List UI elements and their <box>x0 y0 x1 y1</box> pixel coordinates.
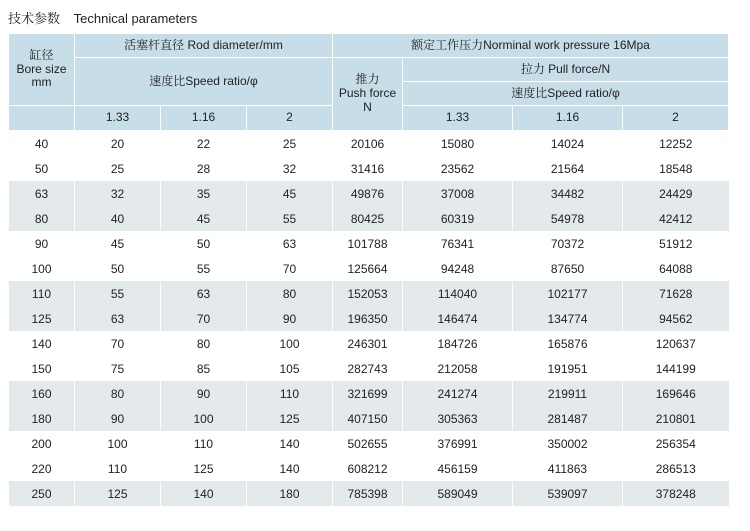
table-cell: 180 <box>247 481 333 506</box>
table-cell: 49876 <box>333 181 403 206</box>
table-cell: 110 <box>75 456 161 481</box>
table-cell: 20106 <box>333 131 403 157</box>
table-row <box>9 456 729 481</box>
table-cell: 407150 <box>333 406 403 431</box>
table-cell: 24429 <box>623 181 729 206</box>
bore-blank-cell <box>9 106 75 131</box>
table-cell: 589049 <box>403 481 513 506</box>
table-cell: 55 <box>161 256 247 281</box>
table-row <box>9 331 729 356</box>
table-cell: 200 <box>9 431 75 456</box>
table-cell: 101788 <box>333 231 403 256</box>
table-row <box>9 131 729 157</box>
table-cell: 18548 <box>623 156 729 181</box>
table-row <box>9 256 729 281</box>
table-cell: 456159 <box>403 456 513 481</box>
ratio-right-1: 1.33 <box>403 106 513 131</box>
table-cell: 23562 <box>403 156 513 181</box>
bore-size-header: 缸径 Bore size mm <box>9 34 75 106</box>
table-cell: 28 <box>161 156 247 181</box>
table-cell: 75 <box>75 356 161 381</box>
table-cell: 150 <box>9 356 75 381</box>
table-cell: 180 <box>9 406 75 431</box>
table-cell: 102177 <box>513 281 623 306</box>
ratio-left-2: 1.16 <box>161 106 247 131</box>
table-cell: 210801 <box>623 406 729 431</box>
table-cell: 63 <box>75 306 161 331</box>
table-cell: 100 <box>247 331 333 356</box>
speed-ratio-right-header: 速度比Speed ratio/φ <box>403 82 729 106</box>
table-cell: 40 <box>9 131 75 157</box>
table-row <box>9 481 729 506</box>
table-cell: 63 <box>9 181 75 206</box>
table-row <box>9 356 729 381</box>
table-cell: 70 <box>247 256 333 281</box>
ratio-left-1: 1.33 <box>75 106 161 131</box>
table-cell: 110 <box>247 381 333 406</box>
table-cell: 100 <box>9 256 75 281</box>
table-body <box>9 131 729 507</box>
table-cell: 220 <box>9 456 75 481</box>
table-cell: 125 <box>247 406 333 431</box>
table-cell: 212058 <box>403 356 513 381</box>
table-cell: 80425 <box>333 206 403 231</box>
table-cell: 76341 <box>403 231 513 256</box>
table-cell: 55 <box>75 281 161 306</box>
table-cell: 71628 <box>623 281 729 306</box>
table-cell: 64088 <box>623 256 729 281</box>
table-cell: 85 <box>161 356 247 381</box>
table-cell: 90 <box>247 306 333 331</box>
table-cell: 34482 <box>513 181 623 206</box>
table-cell: 120637 <box>623 331 729 356</box>
table-cell: 219911 <box>513 381 623 406</box>
table-cell: 54978 <box>513 206 623 231</box>
title-cn: 技术参数 <box>8 11 61 26</box>
table-cell: 125 <box>75 481 161 506</box>
table-row <box>9 181 729 206</box>
table-cell: 42412 <box>623 206 729 231</box>
table-cell: 378248 <box>623 481 729 506</box>
table-cell: 140 <box>161 481 247 506</box>
table-cell: 241274 <box>403 381 513 406</box>
table-cell: 105 <box>247 356 333 381</box>
ratio-right-2: 1.16 <box>513 106 623 131</box>
table-cell: 110 <box>9 281 75 306</box>
table-cell: 45 <box>161 206 247 231</box>
table-cell: 90 <box>9 231 75 256</box>
table-cell: 152053 <box>333 281 403 306</box>
table-cell: 80 <box>247 281 333 306</box>
table-cell: 87650 <box>513 256 623 281</box>
table-cell: 144199 <box>623 356 729 381</box>
table-cell: 94562 <box>623 306 729 331</box>
table-cell: 21564 <box>513 156 623 181</box>
table-cell: 25 <box>75 156 161 181</box>
ratio-right-3: 2 <box>623 106 729 131</box>
table-cell: 110 <box>161 431 247 456</box>
table-row <box>9 406 729 431</box>
table-cell: 114040 <box>403 281 513 306</box>
parameters-table <box>8 33 729 506</box>
table-cell: 55 <box>247 206 333 231</box>
table-cell: 286513 <box>623 456 729 481</box>
table-cell: 50 <box>9 156 75 181</box>
table-cell: 305363 <box>403 406 513 431</box>
table-cell: 60319 <box>403 206 513 231</box>
table-cell: 282743 <box>333 356 403 381</box>
table-cell: 146474 <box>403 306 513 331</box>
table-row <box>9 306 729 331</box>
ratio-left-3: 2 <box>247 106 333 131</box>
pull-force-header: 拉力 Pull force/N <box>403 58 729 82</box>
table-cell: 281487 <box>513 406 623 431</box>
table-cell: 125 <box>9 306 75 331</box>
push-force-header: 推力 Push force N <box>333 58 403 131</box>
table-cell: 32 <box>247 156 333 181</box>
table-cell: 70 <box>75 331 161 356</box>
table-cell: 22 <box>161 131 247 157</box>
table-cell: 70 <box>161 306 247 331</box>
table-cell: 184726 <box>403 331 513 356</box>
table-cell: 321699 <box>333 381 403 406</box>
table-row <box>9 381 729 406</box>
table-cell: 165876 <box>513 331 623 356</box>
table-cell: 63 <box>161 281 247 306</box>
table-cell: 50 <box>75 256 161 281</box>
table-cell: 50 <box>161 231 247 256</box>
table-cell: 196350 <box>333 306 403 331</box>
table-cell: 90 <box>75 406 161 431</box>
table-cell: 15080 <box>403 131 513 157</box>
table-cell: 125664 <box>333 256 403 281</box>
table-cell: 80 <box>9 206 75 231</box>
table-cell: 411863 <box>513 456 623 481</box>
table-cell: 246301 <box>333 331 403 356</box>
table-cell: 140 <box>9 331 75 356</box>
table-cell: 169646 <box>623 381 729 406</box>
table-cell: 191951 <box>513 356 623 381</box>
table-row <box>9 156 729 181</box>
table-cell: 502655 <box>333 431 403 456</box>
table-cell: 40 <box>75 206 161 231</box>
table-cell: 31416 <box>333 156 403 181</box>
table-cell: 140 <box>247 456 333 481</box>
table-cell: 350002 <box>513 431 623 456</box>
rod-diameter-header: 活塞杆直径 Rod diameter/mm <box>75 34 333 58</box>
table-cell: 80 <box>161 331 247 356</box>
table-cell: 80 <box>75 381 161 406</box>
table-cell: 20 <box>75 131 161 157</box>
table-cell: 100 <box>75 431 161 456</box>
nominal-pressure-header: 额定工作压力Norminal work pressure 16Mpa <box>333 34 729 58</box>
table-cell: 90 <box>161 381 247 406</box>
table-cell: 25 <box>247 131 333 157</box>
table-cell: 14024 <box>513 131 623 157</box>
table-cell: 539097 <box>513 481 623 506</box>
table-cell: 160 <box>9 381 75 406</box>
table-cell: 12252 <box>623 131 729 157</box>
table-cell: 51912 <box>623 231 729 256</box>
table-row <box>9 231 729 256</box>
table-cell: 45 <box>75 231 161 256</box>
table-cell: 134774 <box>513 306 623 331</box>
table-row <box>9 206 729 231</box>
table-cell: 37008 <box>403 181 513 206</box>
table-row <box>9 431 729 456</box>
speed-ratio-left-header: 速度比Speed ratio/φ <box>75 58 333 106</box>
table-cell: 256354 <box>623 431 729 456</box>
table-cell: 608212 <box>333 456 403 481</box>
table-cell: 250 <box>9 481 75 506</box>
table-cell: 63 <box>247 231 333 256</box>
table-row <box>9 281 729 306</box>
table-cell: 785398 <box>333 481 403 506</box>
table-cell: 94248 <box>403 256 513 281</box>
table-cell: 70372 <box>513 231 623 256</box>
table-cell: 125 <box>161 456 247 481</box>
table-cell: 376991 <box>403 431 513 456</box>
title-en: Technical parameters <box>73 11 198 26</box>
table-cell: 35 <box>161 181 247 206</box>
table-cell: 100 <box>161 406 247 431</box>
page-title <box>8 8 207 27</box>
table-cell: 45 <box>247 181 333 206</box>
table-cell: 140 <box>247 431 333 456</box>
table-cell: 32 <box>75 181 161 206</box>
